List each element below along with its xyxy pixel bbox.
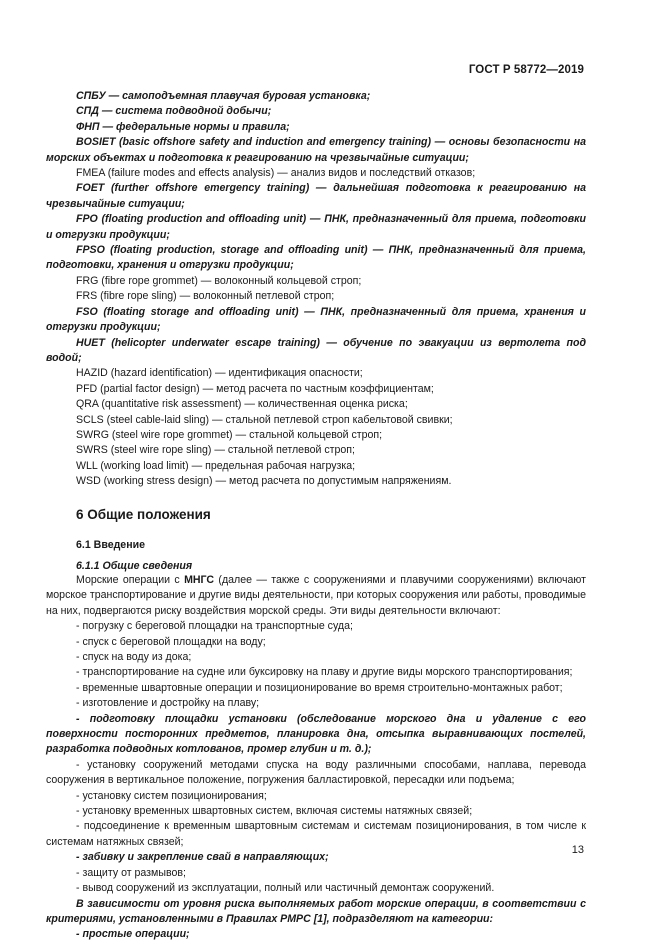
closing-paragraph: В зависимости от уровня риска выполняемых работ морские операции, в соответствии с критериями, установленными в Правилах РМРС [1], подразделяют на категории: [46,897,586,925]
abbreviation-entry: WSD (working stress design) — метод расчета по допустимым напряжениям. [76,475,452,488]
activity-item: - транспортирование на судне или буксировку на плаву и другие виды морского транспортирования; [76,666,573,679]
intro-paragraph [46,573,586,619]
abbreviation-entry: WLL (working load limit) — предельная рабочая нагрузка; [76,459,356,472]
abbreviation-entry: HAZID (hazard identification) — идентификация опасности; [76,367,363,380]
activity-list [46,619,586,896]
activity-item: - спуск на воду из дока; [76,651,192,663]
intro-text-bold: МНГС [184,573,215,586]
abbreviation-entry: ФНП — федеральные нормы и правила; [76,120,290,133]
intro-text-after: (далее — также с сооружениями и плавучими сооружениями) включают морское транспортирование и другие виды деятельности, при которых сооружения или работы, проводимые на них, подвергаются риску воздействия морской среды. Эти виды деятельности включают: [46,573,586,617]
activity-item: - изготовление и достройку на плаву; [76,697,260,710]
abbreviation-entry: FPO (floating production and offloading unit) — ПНК, предназначенный для приема, подготовки и отгрузки продукции; [46,213,586,241]
page-content [46,89,586,943]
activity-item: - защиту от размывов; [76,866,186,879]
abbreviation-entry: FRS (fibre rope sling) — волоконный петлевой строп; [76,290,335,303]
closing-list-item: - простые операции; [76,928,190,941]
intro-text-before: Морские операции с [76,573,185,586]
activity-item: - погрузку с береговой площадки на транспортные суда; [76,620,353,633]
abbreviation-entry: QRA (quantitative risk assessment) — количественная оценка риска; [76,398,408,411]
abbreviation-entry: SWRG (steel wire rope grommet) — стальной кольцевой строп; [76,428,383,441]
activity-item: - забивку и закрепление свай в направляющих; [76,851,329,864]
activity-item: - подсоединение к временным швартовным системам и системам позиционирования, в том числе к системам натяжных связей; [46,820,586,848]
activity-item: - установку систем позиционирования; [76,789,267,802]
abbreviation-entry: SCLS (steel cable-laid sling) — стальной петлевой строп кабельтовой свивки; [76,413,453,426]
activity-item: - подготовку площадки установки (обследование морского дна и удаление с его поверхности посторонних предметов, планировка дна, отсыпка выравнивающих постелей, разработка подводных котлованов, промер глубин и т. д.); [46,712,586,756]
abbreviation-entry: PFD (partial factor design) — метод расчета по частным коэффициентам; [76,382,434,395]
abbreviation-entry: СПБУ — самоподъемная плавучая буровая установка; [76,90,371,102]
abbreviation-entry: СПД — система подводной добычи; [76,105,272,118]
abbreviation-entry: SWRS (steel wire rope sling) — стальной петлевой строп; [76,444,355,457]
subsection-title: 6.1 Введение [76,538,146,551]
activity-item: - временные швартовные операции и позиционирование во время строительно-монтажных работ; [76,681,563,694]
abbreviation-entry: HUET (helicopter underwater escape training) — обучение по эвакуации из вертолета под водой; [46,336,586,364]
abbreviation-entry: FRG (fibre rope grommet) — волоконный кольцевой строп; [76,274,362,287]
abbreviation-entry: FPSO (floating production, storage and offloading unit) — ПНК, предназначенный для приема, подготовки, хранения и отгрузки продукции; [46,244,586,272]
abbreviation-entry: BOSIET (basic offshore safety and induction and emergency training) — основы безопасности на морских объектах и подготовка к реагированию на чрезвычайные ситуации; [46,136,586,164]
activity-item: - спуск с береговой площадки на воду; [76,635,266,648]
activity-item: - установку сооружений методами спуска на воду различными способами, наплава, перевода сооружения в вертикальное положение, погружения балластировкой, пересадки или подъема; [46,758,586,787]
page-number: 13 [571,844,584,856]
activity-item: - установку временных швартовных систем, включая системы натяжных связей; [76,805,473,818]
abbreviation-entry: FOET (further offshore emergency training) — дальнейшая подготовка к реагированию на чрезвычайные ситуации; [46,182,586,210]
abbreviation-list [46,89,586,490]
activity-item: - вывод сооружений из эксплуатации, полный или частичный демонтаж сооружений. [76,882,495,895]
document-code: ГОСТ Р 58772—2019 [468,64,584,76]
subsubsection-title: 6.1.1 Общие сведения [76,559,193,572]
abbreviation-entry: FSO (floating storage and offloading unit) — ПНК, предназначенный для приема, хранения и отгрузки продукции; [46,305,586,334]
abbreviation-entry: FMEA (failure modes and effects analysis) — анализ видов и последствий отказов; [76,167,476,180]
section-title: 6 Общие положения [76,506,211,522]
